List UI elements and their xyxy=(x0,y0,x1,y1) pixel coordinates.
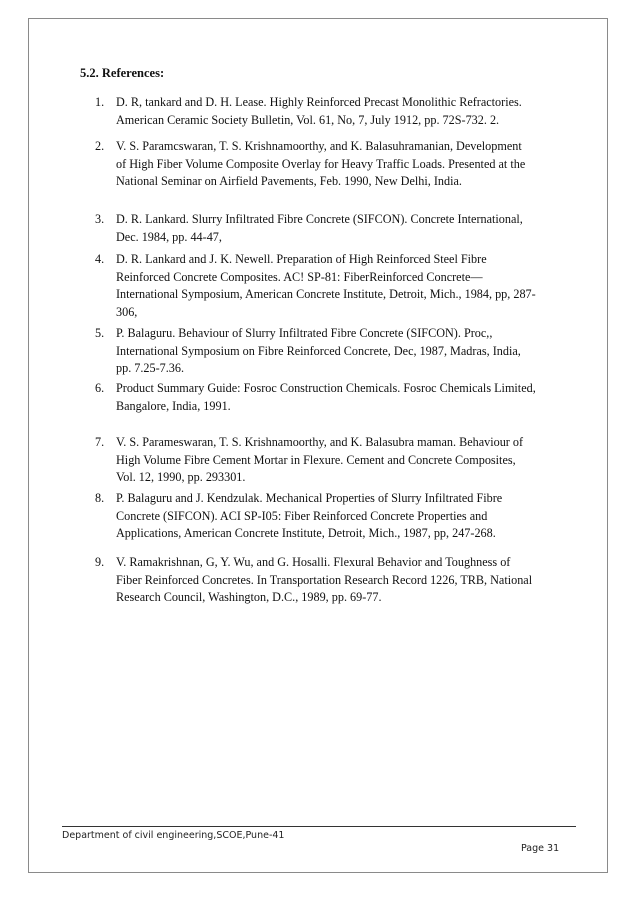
page-number: Page 31 xyxy=(521,843,560,854)
footer-divider xyxy=(62,826,576,827)
reference-line: International Symposium, American Concrete Institute, Detroit, Mich., 1984, pp, 287- xyxy=(116,287,536,302)
section-heading: 5.2. References: xyxy=(80,66,165,80)
reference-line: D. R. Lankard. Slurry Infiltrated Fibre Concrete (SIFCON). Concrete International, xyxy=(116,212,523,226)
reference-text xyxy=(116,490,564,543)
reference-line: Fiber Reinforced Concretes. In Transportation Research Record 1226, TRB, National xyxy=(116,572,533,587)
reference-line: P. Balaguru and J. Kendzulak. Mechanical Properties of Slurry Infiltrated Fibre xyxy=(116,491,503,505)
reference-text xyxy=(116,434,564,487)
reference-number: 2. xyxy=(95,139,105,153)
reference-line: Dec. 1984, pp. 44-47, xyxy=(116,229,222,244)
reference-text xyxy=(116,138,564,191)
reference-text xyxy=(116,251,564,321)
reference-line: D. R, tankard and D. H. Lease. Highly Reinforced Precast Monolithic Refractories. xyxy=(116,95,522,109)
reference-number: 8. xyxy=(95,491,105,505)
reference-line: pp. 7.25-7.36. xyxy=(116,361,185,376)
footer-department: Department of civil engineering,SCOE,Pune-41 xyxy=(62,830,285,841)
reference-number: 5. xyxy=(95,326,105,340)
reference-line: Concrete (SIFCON). ACI SP-I05: Fiber Reinforced Concrete Properties and xyxy=(116,508,488,523)
reference-line: High Volume Fibre Cement Mortar in Flexure. Cement and Concrete Composites, xyxy=(116,452,516,467)
reference-line: Applications, American Concrete Institute, Detroit, Mich., 1987, pp, 247-268. xyxy=(116,526,496,541)
reference-number: 6. xyxy=(95,381,105,395)
reference-line: Reinforced Concrete Composites. AC! SP-81: FiberReinforced Concrete— xyxy=(116,269,483,284)
reference-line: 306, xyxy=(116,304,138,319)
reference-text xyxy=(116,325,564,378)
reference-number: 3. xyxy=(95,212,105,226)
reference-line: Research Council, Washington, D.C., 1989, pp. 69-77. xyxy=(116,590,382,605)
reference-line: Vol. 12, 1990, pp. 293301. xyxy=(116,470,246,485)
reference-line: American Ceramic Society Bulletin, Vol. 61, No, 7, July 1912, pp. 72S-732. 2. xyxy=(116,112,500,127)
reference-number: 1. xyxy=(95,95,105,109)
reference-number: 9. xyxy=(95,555,105,569)
reference-line: V. S. Parameswaran, T. S. Krishnamoorthy, and K. Balasubra maman. Behaviour of xyxy=(116,435,524,449)
reference-line: Product Summary Guide: Fosroc Construction Chemicals. Fosroc Chemicals Limited, xyxy=(116,381,536,395)
reference-line: of High Fiber Volume Composite Overlay for Heavy Traffic Loads. Presented at the xyxy=(116,156,526,171)
reference-text xyxy=(116,554,564,607)
reference-number: 7. xyxy=(95,435,105,449)
reference-line: Bangalore, India, 1991. xyxy=(116,398,231,413)
reference-line: V. Ramakrishnan, G, Y. Wu, and G. Hosalli. Flexural Behavior and Toughness of xyxy=(116,555,511,569)
reference-line: P. Balaguru. Behaviour of Slurry Infiltrated Fibre Concrete (SIFCON). Proc,, xyxy=(116,326,493,340)
reference-line: National Seminar on Airfield Pavements, Feb. 1990, New Delhi, India. xyxy=(116,174,462,189)
reference-text xyxy=(116,94,564,129)
reference-line: International Symposium on Fibre Reinforced Concrete, Dec, 1987, Madras, India, xyxy=(116,343,521,358)
reference-text xyxy=(116,380,564,415)
reference-line: D. R. Lankard and J. K. Newell. Preparation of High Reinforced Steel Fibre xyxy=(116,252,487,266)
reference-number: 4. xyxy=(95,252,105,266)
reference-line: V. S. Paramcswaran, T. S. Krishnamoorthy, and K. Balasuhramanian, Development xyxy=(116,139,522,153)
reference-text xyxy=(116,211,564,246)
